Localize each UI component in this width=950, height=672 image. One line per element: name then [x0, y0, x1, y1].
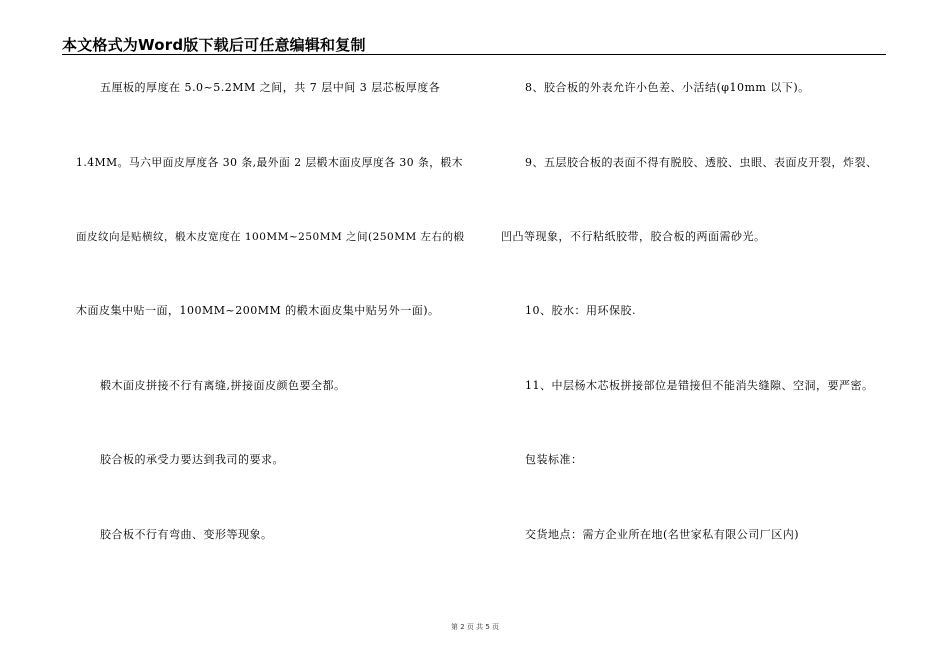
right-line-1: 8、胶合板的外表允许小色差、小活结(φ10mm 以下)。: [525, 81, 810, 94]
page-header-title: 本文格式为Word版下载后可任意编辑和复制: [62, 36, 366, 54]
left-line-6: 胶合板的承受力要达到我司的要求。: [100, 453, 284, 466]
right-line-4: 10、胶水：用环保胶.: [525, 304, 636, 317]
left-line-4: 木面皮集中贴一面，100MM~200MM 的椴木面皮集中贴另外一面)。: [76, 304, 440, 317]
right-line-6: 包装标准：: [525, 453, 583, 466]
left-line-2: 1.4MM。马六甲面皮厚度各 30 条,最外面 2 层椴木面皮厚度各 30 条，椴木: [76, 156, 463, 169]
right-line-7: 交货地点：需方企业所在地(名世家私有限公司厂区内): [525, 528, 800, 541]
left-line-5: 椴木面皮拼接不行有离缝,拼接面皮颜色要全都。: [100, 379, 346, 392]
page-number: 第 2 页 共 5 页: [450, 623, 500, 631]
left-line-1: 五厘板的厚度在 5.0~5.2MM 之间，共 7 层中间 3 层芯板厚度各: [100, 81, 441, 94]
right-line-2: 9、五层胶合板的表面不得有脱胶、透胶、虫眼、表面皮开裂，炸裂、: [525, 156, 878, 169]
left-line-3: 面皮纹向是贴横纹，椴木皮宽度在 100MM~250MM 之间(250MM 左右的椴: [76, 231, 465, 243]
right-line-5: 11、中层杨木芯板拼接部位是错接但不能消失缝隙、空洞，要严密。: [525, 379, 874, 392]
right-column: [475, 0, 950, 672]
right-line-3: 凹凸等现象，不行粘纸胶带，胶合板的两面需砂光。: [501, 230, 766, 243]
left-line-7: 胶合板不行有弯曲、变形等现象。: [100, 528, 273, 541]
